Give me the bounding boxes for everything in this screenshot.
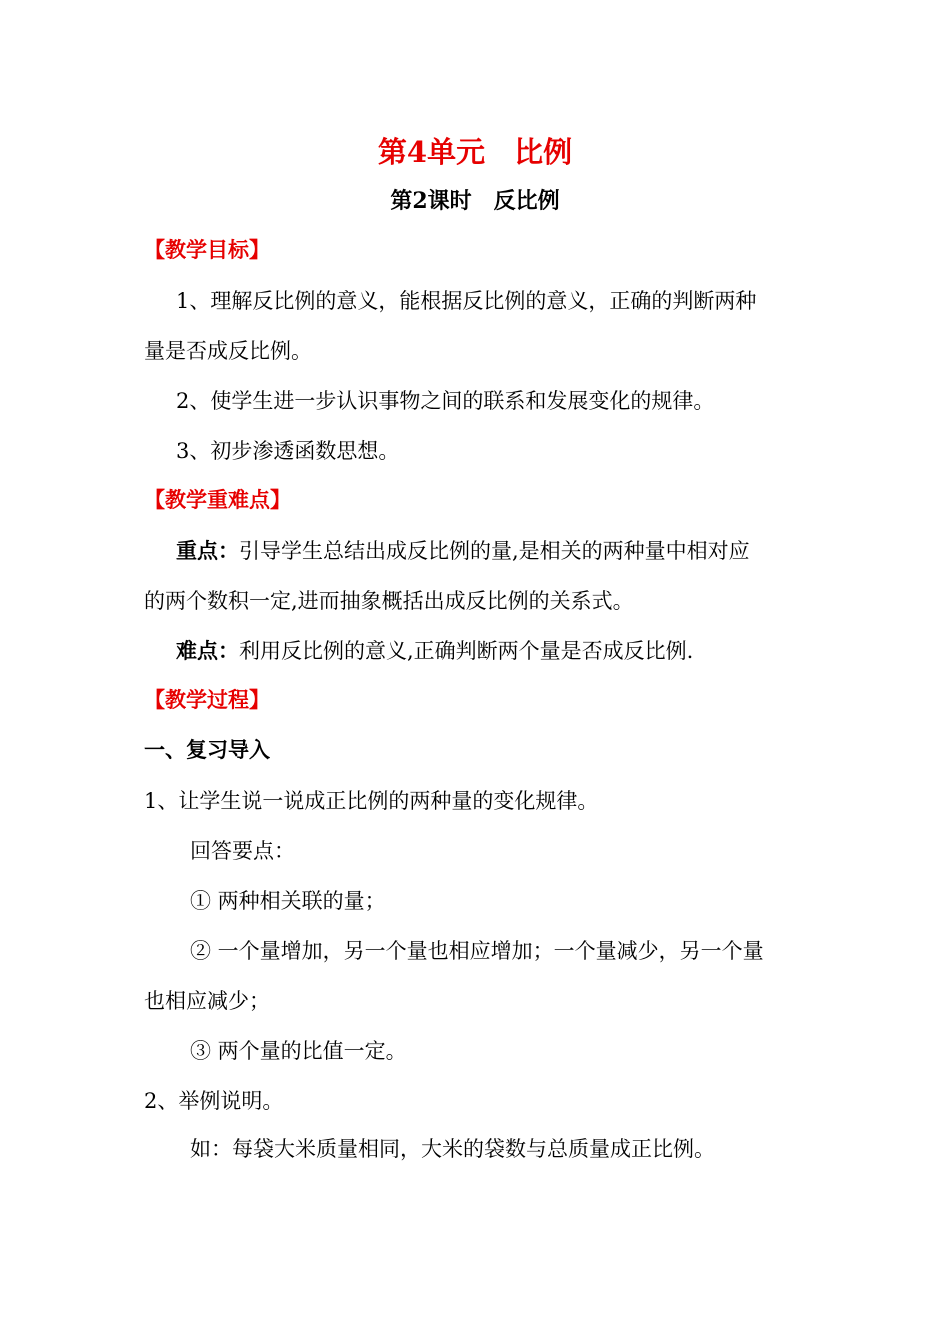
answer-point-2-line-2: 也相应减少； [144, 989, 270, 1013]
difficulty-line [176, 637, 693, 665]
question-1: 1、让学生说一说成正比例的两种量的变化规律。 [144, 789, 599, 813]
example-text: 如：每袋大米质量相同，大米的袋数与总质量成正比例。 [190, 1137, 715, 1161]
difficulty-label: 难点： [176, 638, 239, 663]
process-heading: 【教学过程】 [144, 687, 270, 712]
objective-1-line-1: 1、理解反比例的意义，能根据反比例的意义，正确的判断两种 [176, 289, 757, 313]
key-points-heading: 【教学重难点】 [144, 487, 291, 512]
answer-point-3: ③ 两个量的比值一定。 [190, 1039, 407, 1063]
part-1-title: 一、复习导入 [144, 737, 270, 762]
answer-point-2-line-1: ② 一个量增加，另一个量也相应增加；一个量减少，另一个量 [190, 939, 764, 963]
question-2: 2、举例说明。 [144, 1089, 284, 1113]
unit-title: 第4单元 比例 [377, 135, 573, 169]
key-point-label: 重点： [176, 538, 239, 563]
answer-label: 回答要点： [190, 839, 295, 863]
lesson-title: 第2课时 反比例 [390, 188, 560, 214]
key-point-line-1 [176, 537, 750, 565]
key-point-line-2: 的两个数积一定,进而抽象概括出成反比例的关系式。 [144, 589, 634, 613]
objective-1-line-2: 量是否成反比例。 [144, 339, 312, 363]
objective-2: 2、使学生进一步认识事物之间的联系和发展变化的规律。 [176, 389, 715, 413]
objectives-heading: 【教学目标】 [144, 237, 270, 262]
objective-3: 3、初步渗透函数思想。 [176, 439, 400, 463]
answer-point-1: ① 两种相关联的量； [190, 889, 386, 913]
key-point-text: 引导学生总结出成反比例的量,是相关的两种量中相对应 [239, 539, 750, 563]
difficulty-text: 利用反比例的意义,正确判断两个量是否成反比例. [239, 639, 694, 663]
